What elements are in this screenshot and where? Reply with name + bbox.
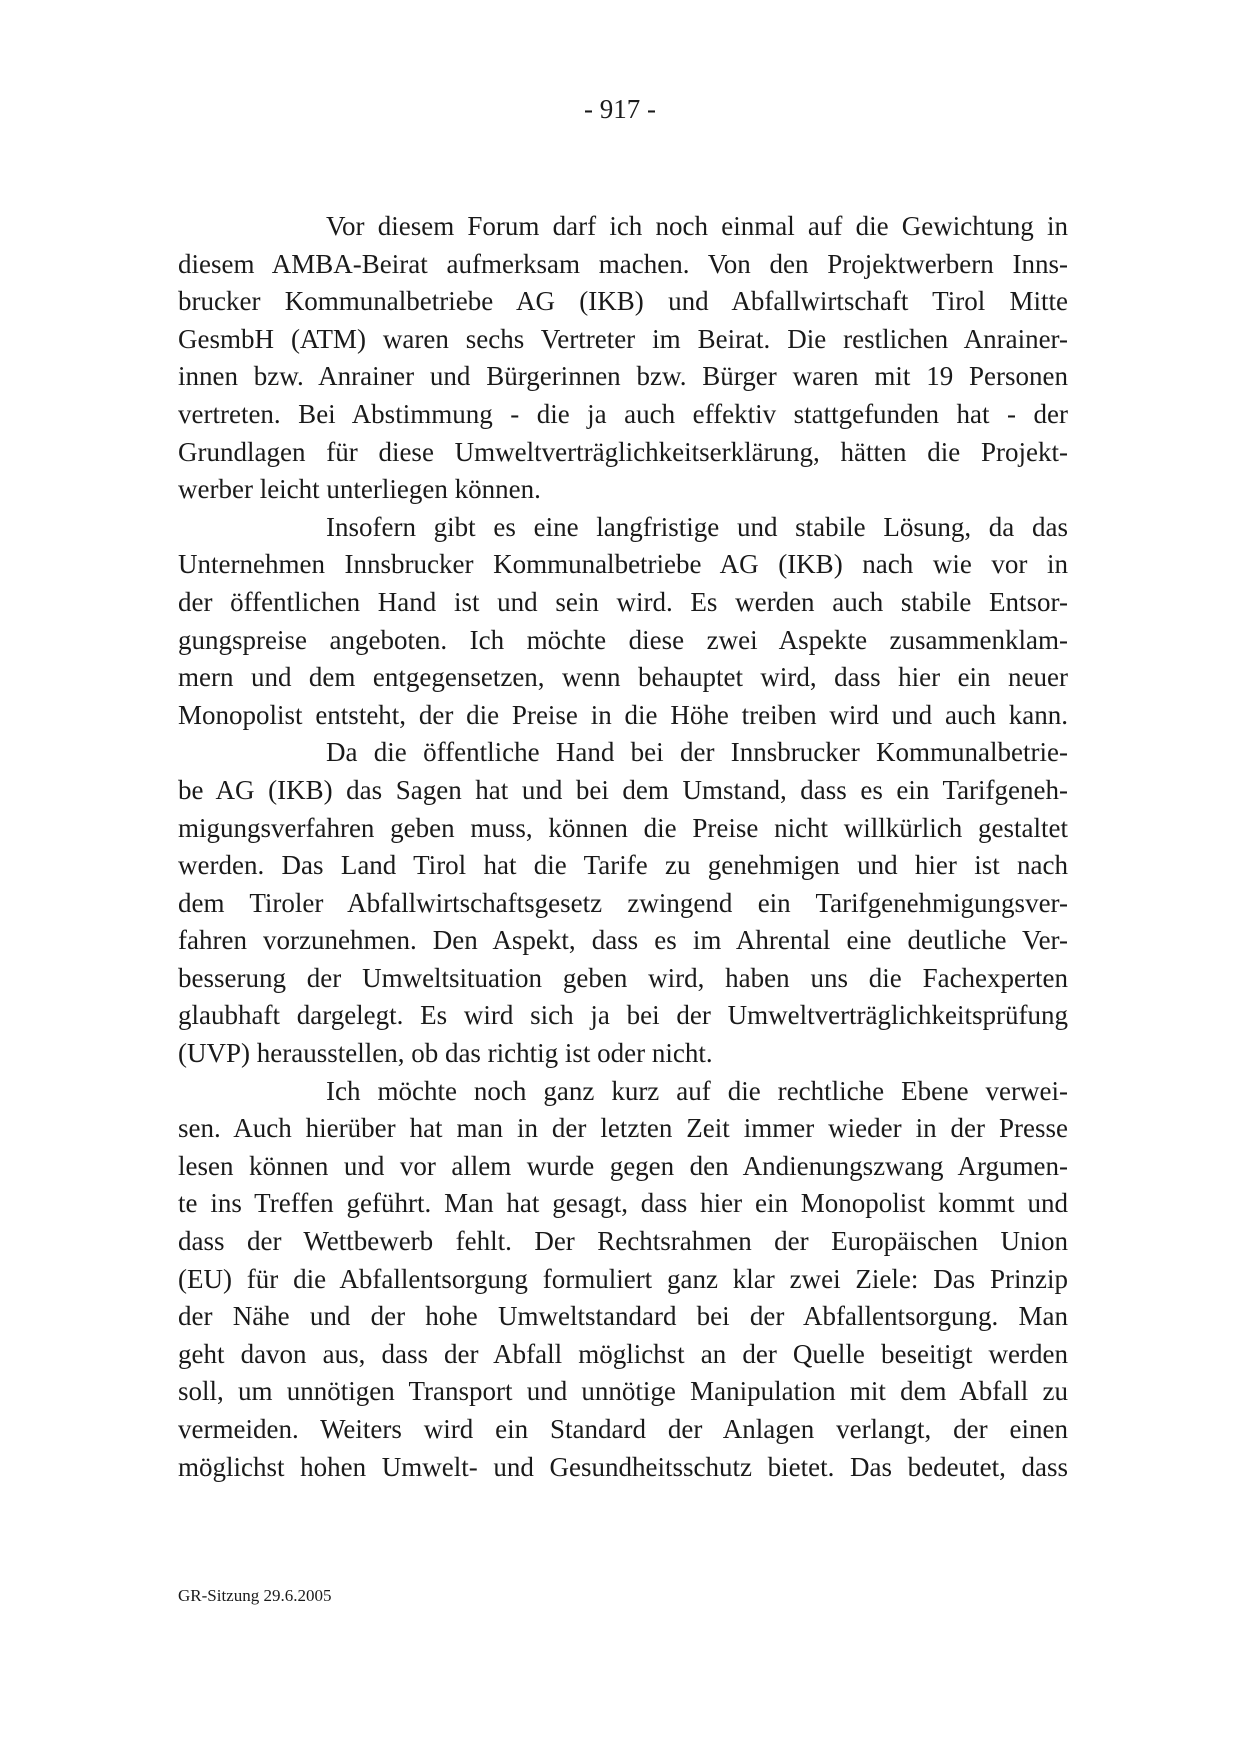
- text-line: möglichst hohen Umwelt- und Gesundheitsschutz bietet. Das bedeutet, dass: [178, 1451, 1068, 1482]
- text-line: vermeiden. Weiters wird ein Standard der Anlagen verlangt, der einen: [178, 1414, 1068, 1444]
- text-line: migungsverfahren geben muss, können die Preise nicht willkürlich gestaltet: [178, 812, 1068, 843]
- text-line: Grundlagen für diese Umweltverträglichkeitserklärung, hätten die Projekt-: [178, 436, 1068, 467]
- footer-session-date: GR-Sitzung 29.6.2005: [178, 1586, 332, 1605]
- text-line: GesmbH (ATM) waren sechs Vertreter im Beirat. Die restlichen Anrainer-: [178, 323, 1068, 354]
- text-line: Ich möchte noch ganz kurz auf die rechtliche Ebene verwei-: [326, 1075, 1068, 1106]
- text-line: diesem AMBA-Beirat aufmerksam machen. Von den Projektwerbern Inns-: [178, 248, 1068, 279]
- text-line: dass der Wettbewerb fehlt. Der Rechtsrahmen der Europäischen Union: [178, 1226, 1068, 1257]
- text-line: werden. Das Land Tirol hat die Tarife zu genehmigen und hier ist nach: [178, 850, 1068, 881]
- text-line: Da die öffentliche Hand bei der Innsbrucker Kommunalbetrie-: [326, 737, 1068, 768]
- text-line: der Nähe und der hohe Umweltstandard bei der Abfallentsorgung. Man: [178, 1301, 1068, 1332]
- text-line: gungspreise angeboten. Ich möchte diese zwei Aspekte zusammenklam-: [178, 624, 1068, 655]
- text-line: Insofern gibt es eine langfristige und stabile Lösung, da das: [326, 511, 1068, 542]
- text-line: dem Tiroler Abfallwirtschaftsgesetz zwingend ein Tarifgenehmigungsver-: [178, 887, 1068, 918]
- text-line: vertreten. Bei Abstimmung - die ja auch effektiv stattgefunden hat - der: [178, 398, 1068, 429]
- page-number: - 917 -: [584, 94, 656, 124]
- text-line: fahren vorzunehmen. Den Aspekt, dass es im Ahrental eine deutliche Ver-: [178, 925, 1068, 956]
- text-line: der öffentlichen Hand ist und sein wird. Es werden auch stabile Entsor-: [178, 586, 1068, 617]
- text-line: mern und dem entgegensetzen, wenn behauptet wird, dass hier ein neuer: [178, 662, 1068, 693]
- text-line: Unternehmen Innsbrucker Kommunalbetriebe AG (IKB) nach wie vor in: [178, 549, 1068, 580]
- text-line: sen. Auch hierüber hat man in der letzten Zeit immer wieder in der Presse: [178, 1113, 1068, 1144]
- text-line: soll, um unnötigen Transport und unnötige Manipulation mit dem Abfall zu: [178, 1376, 1068, 1407]
- text-line: innen bzw. Anrainer und Bürgerinnen bzw. Bürger waren mit 19 Personen: [178, 361, 1068, 392]
- body-text: [178, 208, 1068, 1486]
- text-line: werber leicht unterliegen können.: [178, 474, 541, 505]
- text-line: brucker Kommunalbetriebe AG (IKB) und Abfallwirtschaft Tirol Mitte: [178, 286, 1068, 317]
- text-line: Monopolist entsteht, der die Preise in die Höhe treiben wird und auch kann.: [178, 699, 1068, 730]
- text-line: be AG (IKB) das Sagen hat und bei dem Umstand, dass es ein Tarifgeneh-: [178, 774, 1068, 805]
- text-line: (UVP) herausstellen, ob das richtig ist oder nicht.: [178, 1038, 713, 1069]
- text-line: te ins Treffen geführt. Man hat gesagt, dass hier ein Monopolist kommt und: [178, 1188, 1068, 1219]
- text-line: glaubhaft dargelegt. Es wird sich ja bei der Umweltverträglichkeitsprüfung: [178, 1000, 1068, 1031]
- text-line: Vor diesem Forum darf ich noch einmal auf die Gewichtung in: [326, 211, 1068, 241]
- text-line: geht davon aus, dass der Abfall möglichst an der Quelle beseitigt werden: [178, 1338, 1068, 1369]
- text-line: besserung der Umweltsituation geben wird, haben uns die Fachexperten: [178, 962, 1068, 993]
- text-line: (EU) für die Abfallentsorgung formuliert ganz klar zwei Ziele: Das Prinzip: [178, 1263, 1068, 1294]
- text-line: lesen können und vor allem wurde gegen den Andienungszwang Argumen-: [178, 1150, 1068, 1181]
